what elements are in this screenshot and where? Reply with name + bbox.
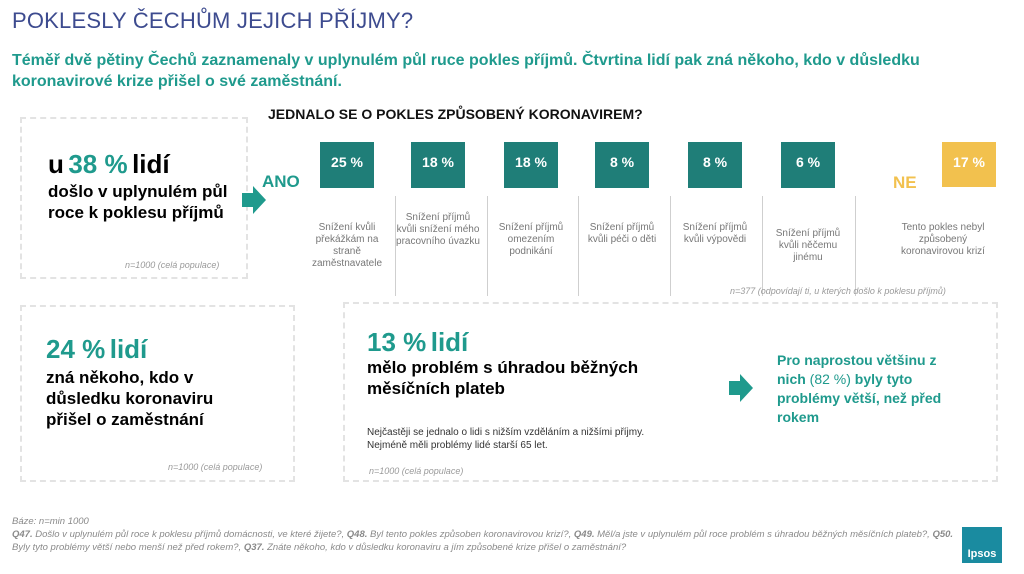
callout-text-b: byly tyto problémy větší, než před rokem [777,371,942,425]
sample-note: n=1000 (celá populace) [168,462,263,472]
chart-category-label: Tento pokles nebyl způsobený koronavirovou krizí [901,222,985,257]
callout-text-a: Pro naprostou většinu z nich [777,352,937,387]
payment-detail-line-2: Nejméně měli problémy lidé starší 65 let. [367,440,548,451]
chart-bar: 18 % [504,142,558,188]
pct-suffix: lidí [109,334,148,364]
payment-detail-line-1: Nejčastěji se jednalo o lidi s nižším vzděláním a nižšími příjmy. [367,427,645,438]
yes-label: ANO [262,172,300,191]
chart-bar: 6 % [781,142,835,188]
q37-text: Znáte někoho, kdo v důsledku koronaviru a jím způsobené krize přišel o zaměstnání? [267,542,627,553]
chart-bar: 8 % [688,142,742,188]
chart-category-label: Snížení příjmů kvůli něčemu jinému [775,228,841,263]
chart-bar: 8 % [595,142,649,188]
page-subtitle: Téměř dvě pětiny Čechů zaznamenaly v uplynulém půl ruce pokles příjmů. Čtvrtina lidí pak zná někoho, kdo v důsledku koronavirové krize přišel o své zaměstnání. [12,52,920,90]
q48-code: Q48. [346,529,368,540]
pct-suffix: lidí [132,149,170,179]
pct-prefix: u [48,149,64,179]
page-title: POKLESLY ČECHŮM JEJICH PŘÍJMY? [12,8,414,33]
chart-divider [855,196,856,296]
q49-text: Měl/a jste v uplynulém půl roce problém s úhradou běžných měsíčních plateb?, [597,529,930,540]
payment-problems-box [343,302,998,482]
payment-pct: 13 % [367,327,427,357]
base-note: Báze: n=min 1000 [12,516,89,527]
chart-divider [578,196,579,296]
chart-divider [762,196,763,296]
q37-code: Q37. [243,542,265,553]
income-drop-pct: 38 % [68,149,128,179]
q50-text: Byly tyto problémy větší nebo menší než před rokem?, [12,542,242,553]
income-drop-text: došlo v uplynulém půl roce k poklesu příjmů [48,182,228,222]
footnote [12,515,972,554]
no-label: NE [893,173,917,192]
chart-category-label: Snížení příjmů kvůli výpovědi [682,222,748,245]
payment-text: mělo problém s úhradou běžných měsíčních plateb [367,358,639,398]
q47-code: Q47. [12,529,33,540]
sample-note: n=1000 (celá populace) [369,466,464,476]
sample-note: n=1000 (celá populace) [125,260,220,270]
chart-category-label: Snížení příjmů kvůli péči o děti [587,222,657,245]
q49-code: Q49. [573,529,595,540]
chart-divider [395,196,396,296]
chart-divider [670,196,671,296]
callout-pct: (82 %) [809,371,851,387]
ipsos-logo: Ipsos [962,527,1002,563]
job-loss-text: zná někoho, kdo v důsledku koronaviru přišel o zaměstnání [46,368,214,429]
payment-callout [777,351,962,427]
chart-category-label: Snížení příjmů kvůli snížení mého pracovního úvazku [396,212,480,247]
questions-note [12,528,972,554]
question-heading: JEDNALO SE O POKLES ZPŮSOBENÝ KORONAVIREM? [268,106,643,122]
chart-category-label: Snížení kvůli překážkám na straně zaměstnavatele [311,222,383,269]
pct-suffix: lidí [430,327,469,357]
q50-code: Q50. [932,529,954,540]
payment-headline [367,327,468,358]
arrow-right-icon [729,374,753,402]
chart-divider [487,196,488,296]
payment-detail [367,426,644,452]
job-loss-box [20,305,295,482]
q47-text: Došlo v uplynulém půl roce k poklesu příjmů domácnosti, ve které žijete?, [35,529,345,540]
chart-sample-note: n=377 (odpovídají ti, u kterých došlo k poklesu příjmů) [730,286,946,296]
chart-bar: 18 % [411,142,465,188]
job-loss-pct: 24 % [46,334,106,364]
chart-category-label: Snížení příjmů omezením podnikání [498,222,564,257]
job-loss-headline [46,334,147,365]
chart-bar: 17 % [942,142,996,187]
q48-text: Byl tento pokles způsoben koronavirovou krizí?, [370,529,572,540]
chart-bar: 25 % [320,142,374,188]
